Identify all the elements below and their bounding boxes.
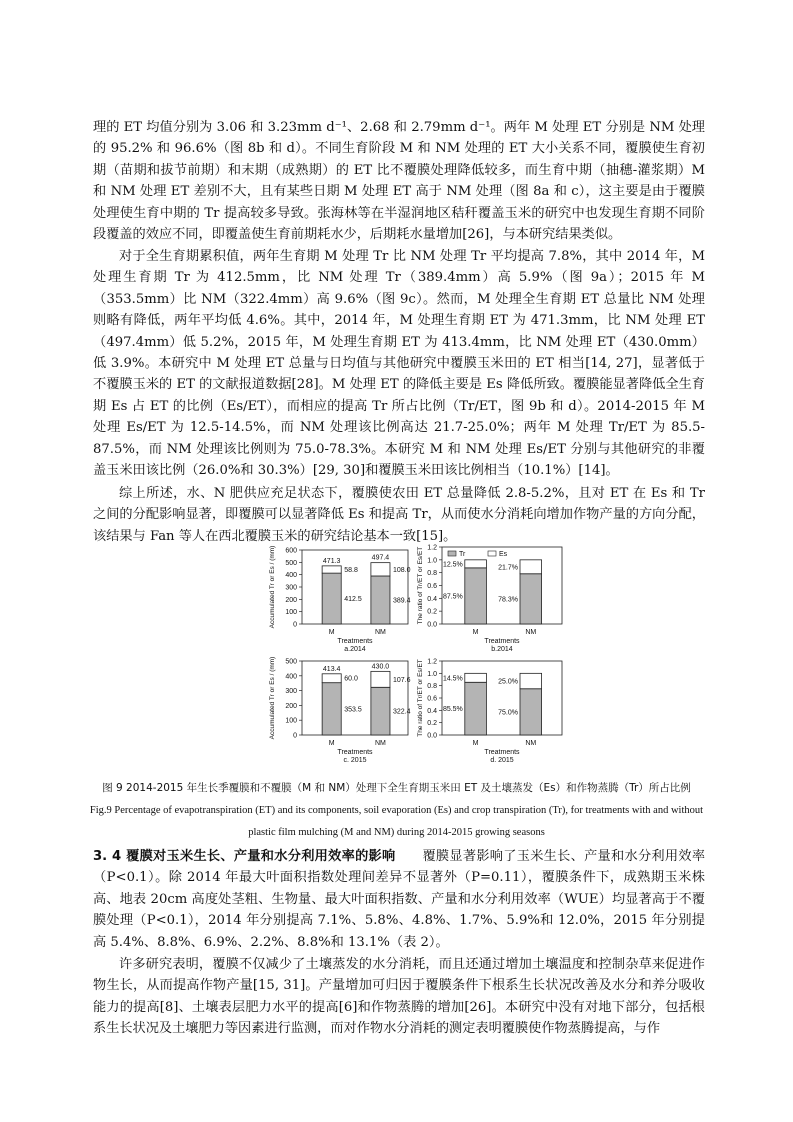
x-tick-label: NM [525, 740, 537, 747]
y-tick-label: 1.0 [427, 557, 437, 565]
panel-label: b.2014 [491, 646, 513, 653]
data-label-tr: 389.4 [392, 597, 411, 605]
plot-frame [302, 550, 408, 624]
y-tick-label: 400 [285, 673, 297, 681]
y-tick-label: 600 [285, 547, 297, 555]
chart-panel-3 [299, 661, 408, 735]
y-tick-label: 0.0 [427, 732, 437, 740]
legend-swatch-es [488, 551, 496, 556]
panel-label: a.2014 [344, 646, 366, 653]
y-tick-label: 300 [285, 584, 297, 592]
y-tick-label: 0.6 [427, 583, 437, 590]
bar-es-M [322, 566, 341, 573]
y-axis-label: The ratio of Tr/ET or Es/ET [417, 546, 424, 625]
x-tick-label: M [472, 740, 479, 747]
legend-label-tr: Tr [459, 551, 466, 558]
bar-tr-NM [520, 574, 542, 624]
data-label-es: 14.5% [442, 675, 463, 683]
x-tick-label: M [472, 629, 479, 636]
y-tick-label: 1.2 [427, 544, 437, 552]
y-tick-label: 100 [285, 609, 297, 617]
data-label-tr: 78.3% [498, 596, 518, 604]
y-tick-label: 200 [285, 702, 297, 710]
y-tick-label: 0.4 [427, 707, 437, 715]
y-tick-label: 0 [293, 621, 297, 629]
x-axis-label: Treatments [484, 749, 520, 756]
section-title: 3. 4 覆膜对玉米生长、产量和水分利用效率的影响 [93, 849, 396, 864]
y-tick-label: 500 [285, 658, 297, 666]
y-axis-label: Accumulated Tr or Es / (mm) [269, 656, 276, 740]
data-label-es: 58.8 [344, 566, 358, 574]
data-label-total: 497.4 [371, 554, 390, 562]
bar-es-NM [520, 673, 542, 688]
data-label-tr: 85.5% [442, 706, 463, 714]
bar-tr-M [322, 573, 341, 624]
panel-label: d. 2015 [490, 757, 514, 764]
y-tick-label: 100 [285, 717, 297, 725]
bar-es-NM [520, 560, 542, 574]
paragraph-1: 理的 ET 均值分别为 3.06 和 3.23mm d⁻¹、2.68 和 2.79mm d⁻¹。两年 M 处理 ET 分别是 NM 处理的 95.2% 和 96.6%（图 8b 和 d）。不同生育阶段 M 和 NM 处理的 ET 大小关系不同，覆膜使生育初期（苗期和拔节前期）和末期（成熟期）的 ET 比不覆膜处理降低较多，而生育中期（抽穗-灌浆期）M 和 NM 处理 ET 差别不大，且有某些日期 M 处理 ET 高于 NM 处理（图 8a 和 c），这主要是由于覆膜处理使生育中期的 Tr 提高较多导致。张海林等在半湿润地区秸秆覆盖玉米的研究中也发现生育期不同阶段覆盖的效应不同，即覆盖使生育前期耗水少，后期耗水量增加[26]，与本研究结果类似。 [93, 120, 705, 243]
x-tick-label: NM [374, 629, 386, 636]
data-label-es: 21.7% [498, 564, 518, 572]
chart-panel-4 [439, 661, 562, 735]
y-tick-label: 0.6 [427, 695, 437, 703]
section-3-4 [93, 846, 705, 953]
bar-tr-NM [520, 689, 542, 735]
chart-panel-1 [299, 550, 408, 624]
data-label-es: 108.0 [392, 566, 411, 574]
y-tick-label: 0 [293, 732, 297, 740]
figure-caption-en-2: plastic film mulching (M and NM) during 2014-2015 growing seasons [248, 827, 545, 838]
y-tick-label: 0.2 [427, 608, 437, 616]
paragraph-2: 对于全生育期累积值，两年生育期 M 处理 Tr 比 NM 处理 Tr 平均提高 7.8%，其中 2014 年，M 处理生育期 Tr 为 412.5mm，比 NM 处理 Tr（389.4mm）高 5.9%（图 9a）；2015 年 M（353.5mm）比 NM（322.4mm）高 9.6%（图 9c）。然而，M 处理全生育期 ET 总量比 NM 处理则略有降低，两年平均低 4.6%。其中，2014 年，M 处理生育期 ET 为 471.3mm，比 NM 处理 ET（497.4mm）低 5.2%，2015 年，M 处理生育期 ET 为 413.4mm，比 NM 处理 ET（430.0mm）低 3.9%。本研究中 M 处理 ET 总量与日均值与其他研究中覆膜玉米田的 ET 相当[14, 27]，显著低于不覆膜玉米的 ET 的文献报道数据[28]。M 处理 ET 的降低主要是 Es 降低所致。覆膜能显著降低全生育期 Es 占 ET 的比例（Es/ET），而相应的提高 Tr 所占比例（Tr/ET，图 9b 和 d）。2014-2015 年 M 处理 Es/ET 为 12.5-14.5%，而 NM 处理该比例高达 21.7-25.0%；两年 M 处理 Tr/ET 为 85.5-87.5%，而 NM 处理该比例则为 75.0-78.3%。本研究 M 和 NM 处理 Es/ET 分别与其他研究的非覆盖玉米田该比例（26.0%和 30.3%）[29, 30]和覆膜玉米田该比例相当（10.1%）[14]。 [93, 249, 705, 479]
legend-swatch-tr [448, 551, 456, 556]
figure-caption-en-1: Fig.9 Percentage of evapotranspiration (ET) and its components, soil evaporation (Es) and crop transpiration (Tr), for treatments with and without [89, 805, 704, 816]
data-label-es: 107.6 [392, 676, 411, 684]
data-label-total: 430.0 [371, 663, 390, 671]
data-label-tr: 75.0% [498, 709, 518, 717]
paragraph-5: 许多研究表明，覆膜不仅减少了土壤蒸发的水分消耗，而且还通过增加土壤温度和控制杂草来促进作物生长，从而提高作物产量[15, 31]。产量增加可归因于覆膜条件下根系生长状况改善及水分和养分吸收能力的提高[8]、土壤表层肥力水平的提高[6]和作物蒸腾的增加[26]。本研究中没有对地下部分，包括根系生长状况及土壤肥力等因素进行监测，而对作物水分消耗的测定表明覆膜使作物蒸腾提高，与作 [93, 957, 705, 1037]
x-tick-label: NM [374, 740, 386, 747]
y-tick-label: 0.2 [427, 720, 437, 728]
bar-tr-M [465, 568, 487, 624]
y-tick-label: 0.0 [427, 621, 437, 629]
y-tick-label: 0.4 [427, 595, 437, 603]
y-tick-label: 500 [285, 559, 297, 567]
paragraph-3: 综上所述，水、N 肥供应充足状态下，覆膜使农田 ET 总量降低 2.8-5.2%，且对 ET 在 Es 和 Tr 之间的分配影响显著，即覆膜可以显著降低 Es 和提高 Tr，从而使水分消耗向增加作物产量的方向分配，该结果与 Fan 等人在西北覆膜玉米的研究结论基本一致[15]。 [93, 486, 705, 544]
y-tick-label: 0.8 [427, 683, 437, 691]
data-label-total: 471.3 [322, 557, 341, 565]
panel-label: c. 2015 [343, 757, 367, 764]
bar-tr-NM [371, 576, 390, 624]
figure-caption-zh: 图 9 2014-2015 年生长季覆膜和不覆膜（M 和 NM）处理下全生育期玉米田 ET 及土壤蒸发（Es）和作物蒸腾（Tr）所占比例 [102, 782, 691, 794]
x-tick-label: NM [525, 629, 537, 636]
plot-frame [302, 661, 408, 735]
data-label-es: 60.0 [344, 675, 358, 683]
x-tick-label: M [328, 629, 335, 636]
plot-frame [442, 547, 562, 624]
data-label-tr: 87.5% [442, 593, 463, 601]
bar-tr-NM [371, 687, 390, 735]
y-axis-label: Accumulated Tr or Es / (mm) [269, 545, 276, 629]
x-axis-label: Treatments [484, 638, 520, 645]
y-tick-label: 0.8 [427, 570, 437, 578]
y-tick-label: 1.2 [427, 658, 437, 666]
data-label-tr: 412.5 [344, 596, 362, 604]
bar-tr-M [322, 683, 341, 735]
x-axis-label: Treatments [337, 749, 373, 756]
y-tick-label: 400 [285, 572, 297, 580]
bar-es-M [465, 673, 487, 682]
chart-panel-2 [439, 547, 562, 624]
x-tick-label: M [328, 740, 335, 747]
data-label-total: 413.4 [322, 665, 341, 673]
x-axis-label: Treatments [337, 638, 373, 645]
y-tick-label: 300 [285, 688, 297, 696]
bar-es-NM [371, 563, 390, 576]
paragraph-4: 覆膜显著影响了玉米生长、产量和水分利用效率（P<0.1）。除 2014 年最大叶面积指数处理间差异不显著外（P=0.11），覆膜条件下，成熟期玉米株高、地表 20cm 高度处茎粗、生物量、最大叶面积指数、产量和水分利用效率（WUE）均显著高于不覆膜处理（P<0.1），2014 年分别提高 7.1%、5.8%、4.8%、1.7%、5.9%和 12.0%，2015 年分别提高 5.4%、8.8%、6.9%、2.2%、8.8%和 13.1%（表 2）。 [93, 849, 706, 950]
data-label-tr: 322.4 [392, 708, 411, 716]
bar-es-M [465, 560, 487, 568]
bar-es-M [322, 674, 341, 683]
y-tick-label: 1.0 [427, 670, 437, 678]
legend-label-es: Es [499, 551, 508, 558]
data-label-es: 25.0% [498, 678, 518, 686]
y-axis-label: The ratio of Tr/ET or Es/ET [417, 659, 424, 737]
plot-frame [442, 661, 562, 735]
bar-es-NM [371, 671, 390, 687]
data-label-tr: 353.5 [344, 706, 362, 714]
data-label-es: 12.5% [442, 561, 463, 569]
bar-tr-M [465, 682, 487, 735]
y-tick-label: 200 [285, 596, 297, 604]
